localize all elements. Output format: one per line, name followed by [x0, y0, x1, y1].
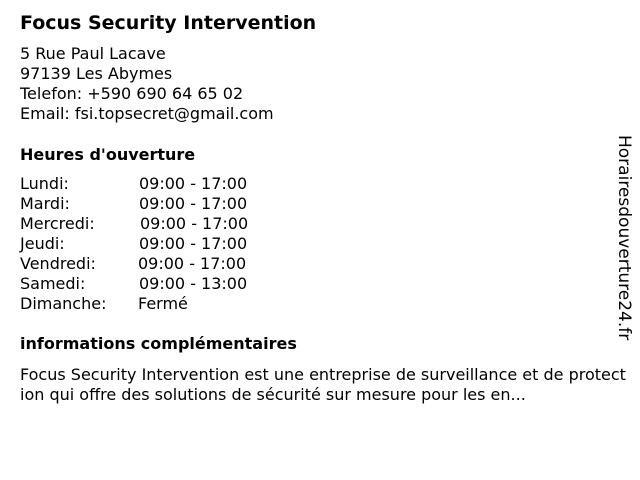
day-label: Samedi: [20, 274, 86, 293]
business-name: Focus Security Intervention [20, 12, 317, 34]
additional-info-heading: informations complémentaires [20, 334, 297, 353]
business-description: Focus Security Intervention est une entreprise de surveillance et de protection qui offre des solutions de sécurité sur mesure pour les en... [20, 365, 626, 404]
time-value: 09:00 - 17:00 [138, 254, 247, 273]
watermark-text: Horairesdouverture24.fr [614, 135, 634, 341]
email-address: Email: fsi.topsecret@gmail.com [20, 104, 274, 123]
day-label: Dimanche: [20, 294, 107, 313]
site-watermark [612, 135, 638, 375]
address-street: 5 Rue Paul Lacave [20, 44, 166, 63]
address-city: 97139 Les Abymes [20, 64, 173, 83]
time-value: Fermé [138, 294, 188, 313]
day-label: Jeudi: [20, 234, 65, 253]
contact-block [20, 44, 274, 124]
hours-row-thursday [20, 234, 320, 254]
opening-hours-table [20, 174, 320, 314]
time-value: 09:00 - 17:00 [139, 234, 248, 253]
time-value: 09:00 - 17:00 [139, 174, 248, 193]
phone-number: Telefon: +590 690 64 65 02 [20, 84, 244, 103]
hours-row-monday [20, 174, 320, 194]
day-label: Mardi: [20, 194, 70, 213]
hours-row-tuesday [20, 194, 320, 214]
time-value: 09:00 - 13:00 [139, 274, 248, 293]
hours-row-saturday [20, 274, 320, 294]
opening-hours-heading: Heures d'ouverture [20, 145, 196, 164]
time-value: 09:00 - 17:00 [139, 194, 248, 213]
hours-row-friday [20, 254, 320, 274]
time-value: 09:00 - 17:00 [140, 214, 249, 233]
hours-row-sunday [20, 294, 320, 314]
day-label: Vendredi: [20, 254, 96, 273]
day-label: Mercredi: [20, 214, 95, 233]
day-label: Lundi: [20, 174, 69, 193]
hours-row-wednesday [20, 214, 320, 234]
